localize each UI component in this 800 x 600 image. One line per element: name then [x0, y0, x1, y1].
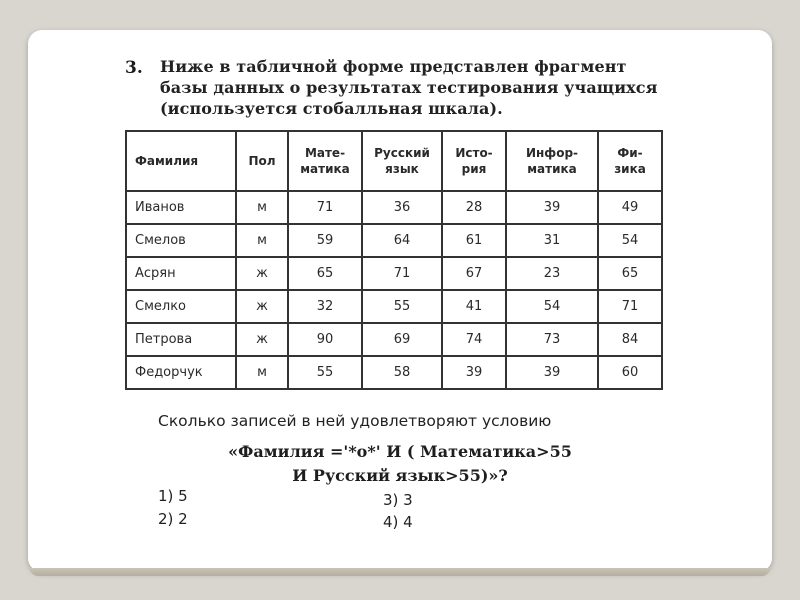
- cell-russian: 71: [362, 257, 442, 290]
- cell-informatics: 23: [506, 257, 598, 290]
- table-row: [126, 323, 662, 356]
- cell-physics: 54: [598, 224, 662, 257]
- header-math-label: Мате- матика: [300, 146, 350, 176]
- cell-surname: Иванов: [126, 191, 236, 224]
- table-row: [126, 356, 662, 389]
- header-history: [442, 131, 506, 191]
- cell-russian: 36: [362, 191, 442, 224]
- cell-informatics: 73: [506, 323, 598, 356]
- condition-line-2: И Русский язык>55)»?: [292, 466, 508, 485]
- cell-history: 61: [442, 224, 506, 257]
- cell-math: 65: [288, 257, 362, 290]
- cell-physics: 65: [598, 257, 662, 290]
- header-surname: Фамилия: [126, 131, 236, 191]
- cell-informatics: 54: [506, 290, 598, 323]
- header-math: [288, 131, 362, 191]
- cell-physics: 84: [598, 323, 662, 356]
- table-row: [126, 224, 662, 257]
- table-header-row: [126, 131, 662, 191]
- cell-russian: 64: [362, 224, 442, 257]
- cell-math: 55: [288, 356, 362, 389]
- table-row: [126, 290, 662, 323]
- cell-russian: 58: [362, 356, 442, 389]
- cell-surname: Федорчук: [126, 356, 236, 389]
- table-row: [126, 191, 662, 224]
- condition-line-1: «Фамилия ='*о*' И ( Математика>55: [228, 442, 572, 461]
- answer-option-1: 1) 5: [158, 487, 188, 505]
- cell-history: 39: [442, 356, 506, 389]
- cell-russian: 55: [362, 290, 442, 323]
- cell-surname: Смелов: [126, 224, 236, 257]
- header-history-label: Исто- рия: [455, 146, 493, 176]
- header-informatics: [506, 131, 598, 191]
- cell-gender: ж: [236, 257, 288, 290]
- question-prompt: Сколько записей в ней удовлетворяют условию: [158, 412, 552, 430]
- cell-russian: 69: [362, 323, 442, 356]
- cell-gender: м: [236, 224, 288, 257]
- header-russian-label: Русский язык: [374, 146, 430, 176]
- header-russian: [362, 131, 442, 191]
- header-informatics-label: Инфор- матика: [525, 146, 579, 176]
- cell-gender: м: [236, 356, 288, 389]
- header-gender: Пол: [236, 131, 288, 191]
- card-shadow-edge: [30, 568, 770, 576]
- cell-history: 41: [442, 290, 506, 323]
- cell-surname: Петрова: [126, 323, 236, 356]
- cell-physics: 60: [598, 356, 662, 389]
- cell-physics: 71: [598, 290, 662, 323]
- header-physics-label: Фи- зика: [614, 146, 646, 176]
- cell-math: 32: [288, 290, 362, 323]
- cell-math: 90: [288, 323, 362, 356]
- answer-option-4: 4) 4: [383, 513, 413, 531]
- cell-gender: м: [236, 191, 288, 224]
- table-row: [126, 257, 662, 290]
- results-table: [125, 130, 663, 390]
- answer-option-3: 3) 3: [383, 491, 413, 509]
- cell-surname: Смелко: [126, 290, 236, 323]
- cell-informatics: 39: [506, 191, 598, 224]
- cell-gender: ж: [236, 290, 288, 323]
- cell-surname: Асрян: [126, 257, 236, 290]
- cell-history: 74: [442, 323, 506, 356]
- cell-history: 67: [442, 257, 506, 290]
- cell-math: 59: [288, 224, 362, 257]
- cell-gender: ж: [236, 323, 288, 356]
- cell-math: 71: [288, 191, 362, 224]
- question-number: 3.: [125, 58, 143, 78]
- header-physics: [598, 131, 662, 191]
- cell-informatics: 31: [506, 224, 598, 257]
- cell-informatics: 39: [506, 356, 598, 389]
- question-text: Ниже в табличной форме представлен фрагмент базы данных о результатах тестирования учащихся (используется стобалльная шкала).: [160, 57, 658, 118]
- cell-history: 28: [442, 191, 506, 224]
- cell-physics: 49: [598, 191, 662, 224]
- answer-option-2: 2) 2: [158, 510, 188, 528]
